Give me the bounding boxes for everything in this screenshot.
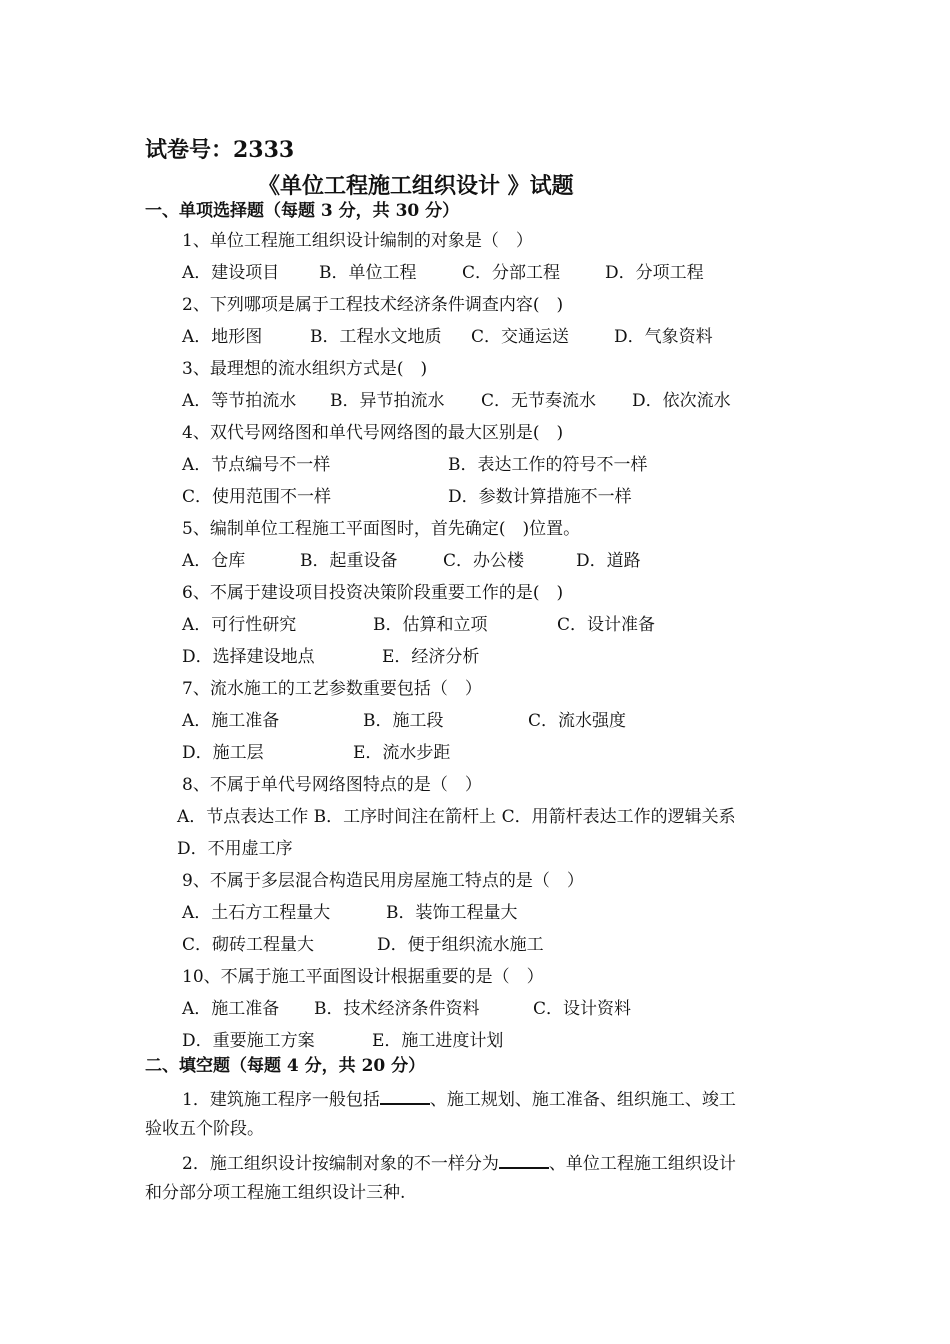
q10-option-c: C．设计资料	[533, 999, 632, 1019]
q2-option-a: A．地形图	[182, 327, 263, 347]
fill-2-continuation: 和分部分项工程施工组织设计三种.	[145, 1183, 406, 1203]
q9-option-b: B．装饰工程量大	[386, 903, 518, 923]
question-7: 7、流水施工的工艺参数重要包括（ ）	[182, 679, 482, 699]
fill-2-blank[interactable]	[499, 1153, 549, 1169]
fill-1-blank[interactable]	[380, 1089, 430, 1105]
question-8: 8、不属于单代号网络图特点的是（ ）	[182, 775, 482, 795]
q6-option-a: A．可行性研究	[182, 615, 297, 635]
q6-option-c: C．设计准备	[557, 615, 656, 635]
paper-number: 试卷号：2333	[145, 137, 295, 163]
q5-option-c: C．办公楼	[443, 551, 525, 571]
question-5: 5、编制单位工程施工平面图时，首先确定( )位置。	[182, 519, 581, 539]
q6-option-e: E．经济分析	[382, 647, 480, 667]
question-3: 3、最理想的流水组织方式是( )	[182, 359, 428, 379]
q9-option-d: D．便于组织流水施工	[377, 935, 544, 955]
q6-option-b: B．估算和立项	[373, 615, 488, 635]
section-1-heading: 一、单项选择题（每题 3 分，共 30 分）	[145, 201, 460, 221]
q5-option-d: D．道路	[576, 551, 641, 571]
q3-option-a: A．等节拍流水	[182, 391, 297, 411]
q7-option-b: B．施工段	[363, 711, 444, 731]
fill-1-continuation: 验收五个阶段。	[145, 1119, 264, 1139]
q4-option-d: D．参数计算措施不一样	[448, 487, 632, 507]
q6-option-d: D．选择建设地点	[182, 647, 315, 667]
q8-options-line-2: D．不用虚工序	[177, 839, 293, 859]
q7-option-d: D．施工层	[182, 743, 264, 763]
q1-option-d: D．分项工程	[605, 263, 704, 283]
exam-title: 《单位工程施工组织设计 》试题	[258, 173, 574, 199]
fill-1-text-a: 1．建筑施工程序一般包括	[182, 1090, 380, 1110]
q1-option-b: B．单位工程	[319, 263, 417, 283]
q10-option-d: D．重要施工方案	[182, 1031, 315, 1051]
q3-option-b: B．异节拍流水	[330, 391, 445, 411]
fill-question-1	[182, 1089, 736, 1109]
q4-option-a: A．节点编号不一样	[182, 455, 331, 475]
q5-option-a: A．仓库	[182, 551, 246, 571]
question-4: 4、双代号网络图和单代号网络图的最大区别是( )	[182, 423, 564, 443]
q3-option-c: C．无节奏流水	[481, 391, 597, 411]
q2-option-c: C．交通运送	[471, 327, 570, 347]
question-9: 9、不属于多层混合构造民用房屋施工特点的是（ ）	[182, 871, 584, 891]
q5-option-b: B．起重设备	[300, 551, 398, 571]
q2-option-b: B．工程水文地质	[310, 327, 442, 347]
question-1: 1、单位工程施工组织设计编制的对象是（ ）	[182, 231, 533, 251]
q7-option-c: C．流水强度	[528, 711, 627, 731]
section-2-heading: 二、填空题（每题 4 分，共 20 分）	[145, 1056, 426, 1076]
fill-1-text-b: 、施工规划、施工准备、组织施工、竣工	[429, 1090, 736, 1110]
q10-option-b: B．技术经济条件资料	[314, 999, 480, 1019]
q10-option-e: E．施工进度计划	[372, 1031, 504, 1051]
question-10: 10、不属于施工平面图设计根据重要的是（ ）	[182, 967, 544, 987]
q7-option-e: E．流水步距	[353, 743, 451, 763]
q4-option-c: C．使用范围不一样	[182, 487, 332, 507]
q2-option-d: D．气象资料	[614, 327, 713, 347]
q8-options-line-1: A．节点表达工作 B．工序时间注在箭杆上 C．用箭杆表达工作的逻辑关系	[177, 807, 736, 827]
q9-option-c: C．砌砖工程量大	[182, 935, 315, 955]
fill-2-text-b: 、单位工程施工组织设计	[548, 1154, 736, 1174]
fill-2-text-a: 2．施工组织设计按编制对象的不一样分为	[182, 1154, 499, 1174]
q3-option-d: D．依次流水	[632, 391, 731, 411]
fill-question-2	[182, 1153, 736, 1173]
question-6: 6、不属于建设项目投资决策阶段重要工作的是( )	[182, 583, 564, 603]
q7-option-a: A．施工准备	[182, 711, 280, 731]
q1-option-a: A．建设项目	[182, 263, 280, 283]
q9-option-a: A．土石方工程量大	[182, 903, 331, 923]
q1-option-c: C．分部工程	[462, 263, 561, 283]
q4-option-b: B．表达工作的符号不一样	[448, 455, 648, 475]
question-2: 2、下列哪项是属于工程技术经济条件调查内容( )	[182, 295, 564, 315]
q10-option-a: A．施工准备	[182, 999, 280, 1019]
